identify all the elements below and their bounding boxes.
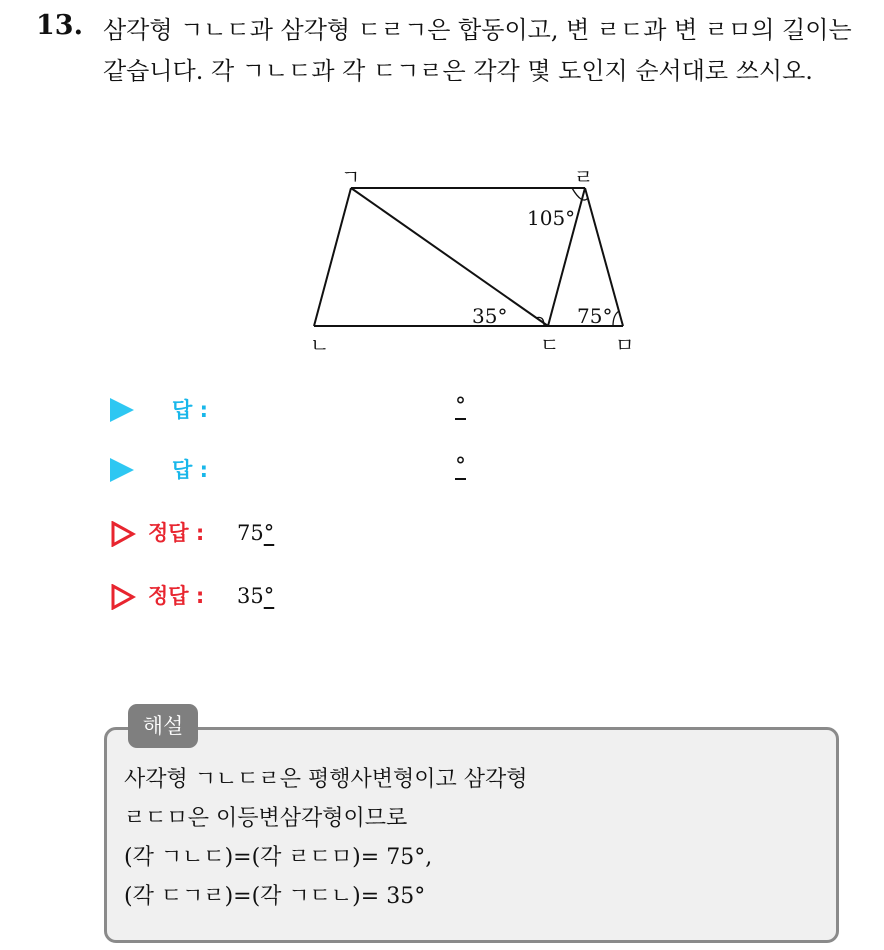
correct-answer-value xyxy=(237,515,274,551)
angle-arc-m xyxy=(613,311,619,326)
vertex-label-n: ㄴ xyxy=(310,333,330,357)
question-text: 삼각형 ㄱㄴㄷ과 삼각형 ㄷㄹㄱ은 합동이고, 변 ㄹㄷ과 변 ㄹㅁ의 길이는 같습니다. 각 ㄱㄴㄷ과 각 ㄷㄱㄹ은 각각 몇 도인지 순서대로 쓰시오. xyxy=(103,16,852,85)
outline-arrow-icon xyxy=(110,521,136,547)
value-number: 75 xyxy=(237,521,264,545)
explanation-text xyxy=(124,760,528,916)
geometry-figure xyxy=(300,160,660,360)
play-arrow-icon xyxy=(110,398,134,422)
explanation-title: 해설 xyxy=(128,704,198,748)
angle-label-105: 105° xyxy=(527,206,576,230)
answer-row-1 xyxy=(110,392,466,428)
segment-g-d xyxy=(351,188,548,326)
degree-unit: ° xyxy=(263,584,275,608)
explanation-line: (각 ㄷㄱㄹ)=(각 ㄱㄷㄴ)= 35° xyxy=(124,884,426,909)
outline-arrow-icon xyxy=(110,584,136,610)
play-arrow-icon xyxy=(110,458,134,482)
vertex-label-d: ㄷ xyxy=(540,333,560,357)
vertex-label-r: ㄹ xyxy=(574,165,594,189)
explanation-line: (각 ㄱㄴㄷ)=(각 ㄹㄷㅁ)= 75°, xyxy=(124,845,433,870)
vertex-label-g: ㄱ xyxy=(341,165,361,189)
degree-unit: ° xyxy=(263,521,275,545)
explanation-line: 사각형 ㄱㄴㄷㄹ은 평행사변형이고 삼각형 xyxy=(124,767,528,792)
segment-g-n xyxy=(314,188,351,326)
angle-label-35: 35° xyxy=(472,304,508,328)
answer-blank[interactable] xyxy=(455,392,466,422)
answer-blank[interactable] xyxy=(455,452,466,482)
degree-unit: ° xyxy=(455,394,466,419)
correct-answer-value xyxy=(237,578,274,614)
vertex-label-m: ㅁ xyxy=(615,333,635,357)
angle-label-75: 75° xyxy=(577,304,613,328)
question-number: 13. xyxy=(36,10,83,41)
correct-answer-label: 정답 : xyxy=(148,584,205,608)
answer-label: 답 : xyxy=(172,398,208,422)
degree-unit: ° xyxy=(455,454,466,479)
explanation-line: ㄹㄷㅁ은 이등변삼각형이므로 xyxy=(124,806,408,831)
value-number: 35 xyxy=(237,584,264,608)
correct-answer-label: 정답 : xyxy=(148,521,205,545)
answer-row-2 xyxy=(110,452,466,488)
answer-label: 답 : xyxy=(172,458,208,482)
